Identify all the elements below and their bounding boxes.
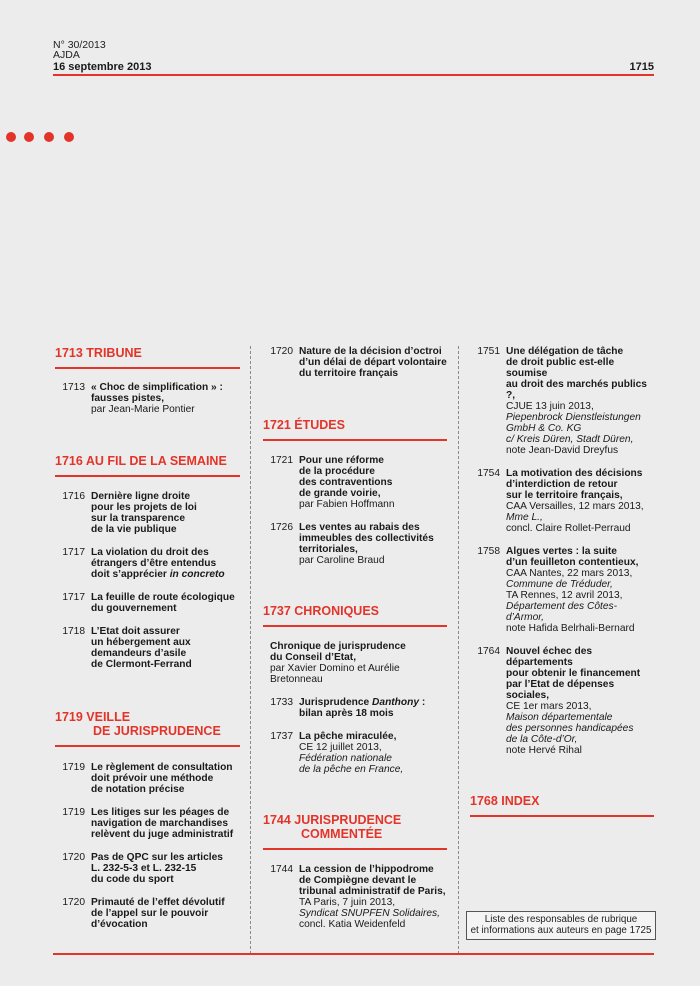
toc-entry[interactable]	[263, 731, 447, 775]
toc-entry[interactable]	[470, 546, 654, 634]
section-semaine	[55, 454, 240, 670]
entry-title: navigation de marchandises	[91, 818, 229, 829]
section-title: 1721 ÉTUDES	[263, 418, 345, 432]
section-title: 1719 VEILLE DE JURISPRUDENCE	[55, 710, 221, 738]
entry-note: note Hervé Rihal	[506, 745, 582, 756]
entry-page: 1758	[477, 546, 500, 557]
entry-title-italic: Danthony	[372, 697, 420, 708]
entry-party: des personnes handicapées	[506, 723, 634, 734]
entry-title: immeubles des collectivités	[299, 533, 434, 544]
header-rule	[53, 74, 654, 76]
entry-page: 1737	[270, 731, 293, 742]
section-chroniques	[263, 604, 447, 775]
entry-title: relèvent du juge administratif	[91, 829, 234, 840]
entry-title: étrangers d’être entendus	[91, 558, 217, 569]
entry-title: La cession de l’hippodrome	[299, 864, 434, 875]
entry-title: un hébergement aux	[91, 637, 191, 648]
column-1	[55, 346, 240, 930]
entry-title: Une délégation de tâche	[506, 346, 624, 357]
section-rule	[55, 475, 240, 477]
info-line: et informations aux auteurs en page 1725	[470, 925, 652, 936]
entry-title: La pêche miraculée,	[299, 731, 397, 742]
entry-party: Syndicat SNUPFEN Solidaires,	[299, 908, 440, 919]
entry-page: 1717	[62, 592, 85, 603]
entry-page: 1733	[270, 697, 293, 708]
entry-title: Nouvel échec des départements	[506, 646, 593, 668]
entry-title: au droit des marchés publics ?,	[506, 379, 647, 401]
entry-title: sur le territoire français,	[506, 490, 623, 501]
entry-reference: CAA Versailles, 12 mars 2013,	[506, 501, 644, 512]
entry-page: 1720	[270, 346, 293, 357]
entry-party: GmbH & Co. KG	[506, 423, 582, 434]
entry-author: par Jean-Marie Pontier	[91, 404, 195, 415]
decor-dot	[44, 132, 54, 142]
toc-entry[interactable]	[55, 382, 240, 415]
section-title: 1716 AU FIL DE LA SEMAINE	[55, 454, 227, 468]
entry-page: 1713	[62, 382, 85, 393]
entry-title: d’évocation	[91, 919, 148, 930]
entry-page: 1751	[477, 346, 500, 357]
entry-title: Le règlement de consultation	[91, 762, 233, 773]
entry-title: d’interdiction de retour	[506, 479, 618, 490]
entry-party: Commune de Tréduder,	[506, 579, 613, 590]
entry-page: 1716	[62, 491, 85, 502]
section-title: 1713 TRIBUNE	[55, 346, 142, 360]
entry-note: concl. Katia Weidenfeld	[299, 919, 406, 930]
entry-title: d’un délai de départ volontaire	[299, 357, 447, 368]
entry-title: doit s’apprécier in concreto	[91, 569, 225, 580]
chronique-title: Chronique de jurisprudence	[270, 641, 406, 652]
entry-title: bilan après 18 mois	[299, 708, 394, 719]
entry-reference: TA Paris, 7 juin 2013,	[299, 897, 396, 908]
toc-entry[interactable]	[55, 626, 240, 670]
toc-entry[interactable]	[55, 547, 240, 580]
entry-title: de Clermont-Ferrand	[91, 659, 192, 670]
footer-rule	[53, 953, 654, 955]
section-rule	[55, 745, 240, 747]
entry-title: de Compiègne devant le	[299, 875, 417, 886]
issue-number: N° 30/2013	[53, 39, 106, 51]
entry-title: L’Etat doit assurer	[91, 626, 180, 637]
entry-party: Maison départementale	[506, 712, 613, 723]
entry-title: des contraventions	[299, 477, 393, 488]
page-number: 1715	[629, 61, 654, 73]
section-title: 1737 CHRONIQUES	[263, 604, 380, 618]
toc-entry[interactable]	[470, 468, 654, 534]
entry-title: Les ventes au rabais des	[299, 522, 420, 533]
toc-entry[interactable]	[470, 646, 654, 756]
toc-entry[interactable]	[470, 346, 654, 456]
entry-title: pour obtenir le financement	[506, 668, 641, 679]
entry-page: 1764	[477, 646, 500, 657]
entry-title: de notation précise	[91, 784, 185, 795]
entry-title: de grande voirie,	[299, 488, 381, 499]
entry-title: du code du sport	[91, 874, 174, 885]
column-separator	[250, 346, 251, 954]
toc-entry[interactable]	[55, 897, 240, 930]
section-etudes	[263, 418, 447, 566]
entry-page: 1718	[62, 626, 85, 637]
entry-title: territoriales,	[299, 544, 358, 555]
chronique-header[interactable]	[263, 641, 447, 685]
entry-title: Jurisprudence Danthony :	[299, 697, 426, 708]
entry-title: tribunal administratif de Paris,	[299, 886, 446, 897]
entry-title: du territoire français	[299, 368, 399, 379]
entry-author: par Caroline Braud	[299, 555, 385, 566]
toc-entry[interactable]	[263, 346, 447, 379]
entry-party: c/ Kreis Düren, Stadt Düren,	[506, 434, 634, 445]
entry-title: sur la transparence	[91, 513, 185, 524]
entry-title: fausses pistes,	[91, 393, 165, 404]
entry-title: doit prévoir une méthode	[91, 773, 214, 784]
entry-author: par Fabien Hoffmann	[299, 499, 395, 510]
entry-page: 1720	[62, 852, 85, 863]
toc-entry[interactable]	[55, 852, 240, 885]
toc-entry[interactable]	[263, 864, 447, 930]
entry-title: Algues vertes : la suite	[506, 546, 617, 557]
toc-entry[interactable]	[55, 762, 240, 795]
column-separator	[458, 346, 459, 954]
issue-date: 16 septembre 2013	[53, 61, 152, 73]
entry-party: Département des Côtes-d’Armor,	[506, 601, 617, 623]
entry-title: Dernière ligne droite	[91, 491, 191, 502]
entry-title: de la vie publique	[91, 524, 177, 535]
entry-reference: CE 12 juillet 2013,	[299, 742, 382, 753]
entry-reference: CJUE 13 juin 2013,	[506, 401, 594, 412]
entry-party: Piepenbrock Dienstleistungen	[506, 412, 641, 423]
section-rule	[263, 625, 447, 627]
entry-page: 1719	[62, 762, 85, 773]
entry-title: demandeurs d’asile	[91, 648, 187, 659]
section-rule	[263, 439, 447, 441]
chronique-authors: par Xavier Domino et Aurélie Bretonneau	[270, 663, 400, 685]
entry-title: de l’appel sur le pouvoir	[91, 908, 209, 919]
section-rule	[263, 848, 447, 850]
column-3	[470, 334, 654, 817]
toc-entry[interactable]	[263, 455, 447, 510]
section-tribune	[55, 346, 240, 415]
entry-title: La motivation des décisions	[506, 468, 643, 479]
entry-title: du gouvernement	[91, 603, 177, 614]
decor-dot	[6, 132, 16, 142]
entry-title: de droit public est-elle soumise	[506, 357, 615, 379]
decor-dot	[64, 132, 74, 142]
authors-info-box	[466, 911, 656, 940]
journal-name: AJDA	[53, 49, 80, 61]
entry-page: 1721	[270, 455, 293, 466]
entry-title: Les litiges sur les péages de	[91, 807, 230, 818]
entry-party: de la Côte-d’Or,	[506, 734, 578, 745]
entry-title: Primauté de l’effet dévolutif	[91, 897, 225, 908]
info-line: Liste des responsables de rubrique	[484, 914, 638, 925]
entry-note: note Hafida Belrhali-Bernard	[506, 623, 635, 634]
section-rule	[55, 367, 240, 369]
toc-entry[interactable]	[263, 697, 447, 719]
entry-title: La violation du droit des	[91, 547, 209, 558]
section-title: 1768 INDEX	[470, 794, 540, 808]
toc-entry[interactable]	[55, 807, 240, 840]
entry-page: 1719	[62, 807, 85, 818]
entry-title: d’un feuilleton contentieux,	[506, 557, 639, 568]
toc-entry[interactable]	[263, 522, 447, 566]
chronique-title: du Conseil d’Etat,	[270, 652, 357, 663]
entry-page: 1754	[477, 468, 500, 479]
entry-party: Mme L.,	[506, 512, 543, 523]
entry-reference: CAA Nantes, 22 mars 2013,	[506, 568, 633, 579]
entry-title: pour les projets de loi	[91, 502, 197, 513]
decor-dot	[24, 132, 34, 142]
entry-title: Pour une réforme	[299, 455, 384, 466]
section-veille	[55, 710, 240, 930]
entry-reference: TA Rennes, 12 avril 2013,	[506, 590, 623, 601]
entry-page: 1744	[270, 864, 293, 875]
entry-page: 1717	[62, 547, 85, 558]
entry-reference: CE 1er mars 2013,	[506, 701, 592, 712]
toc-entry[interactable]	[55, 592, 240, 614]
entry-note: concl. Claire Rollet-Perraud	[506, 523, 631, 534]
entry-title: Pas de QPC sur les articles	[91, 852, 223, 863]
entry-party: Fédération nationale	[299, 753, 392, 764]
entry-title: par l’Etat de dépenses sociales,	[506, 679, 615, 701]
entry-party: de la pêche en France,	[299, 764, 404, 775]
entry-title: Nature de la décision d’octroi	[299, 346, 442, 357]
entry-page: 1720	[62, 897, 85, 908]
section-title: 1744 JURISPRUDENCE COMMENTÉE	[263, 813, 402, 841]
entry-title: « Choc de simplification » :	[91, 382, 223, 393]
column-2	[263, 334, 447, 930]
entry-note: note Jean-David Dreyfus	[506, 445, 619, 456]
entry-title: L. 232-5-3 et L. 232-15	[91, 863, 197, 874]
section-index[interactable]	[470, 794, 654, 817]
entry-title-italic: in concreto	[169, 569, 225, 580]
section-rule	[470, 815, 654, 817]
toc-entry[interactable]	[55, 491, 240, 535]
section-commentee	[263, 813, 447, 930]
entry-title: La feuille de route écologique	[91, 592, 235, 603]
entry-title: de la procédure	[299, 466, 375, 477]
entry-page: 1726	[270, 522, 293, 533]
